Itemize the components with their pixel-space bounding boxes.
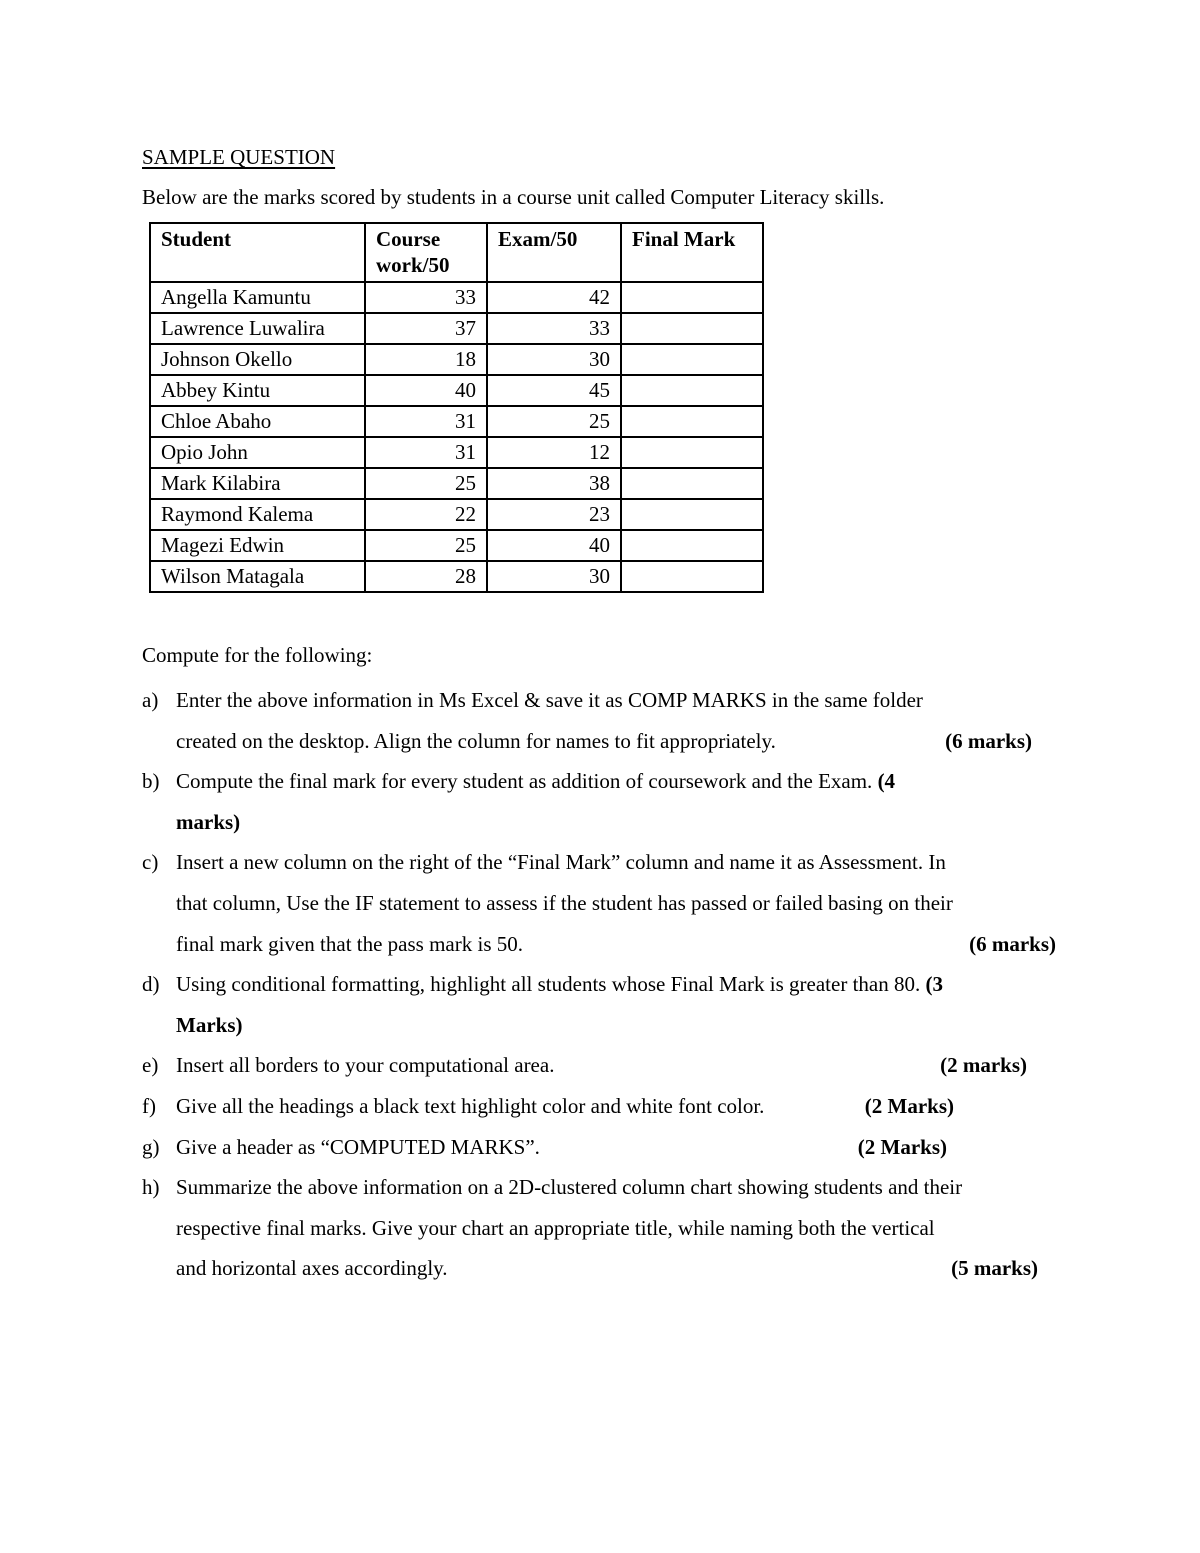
- cell-coursework: 33: [365, 282, 487, 313]
- question-text-line: Give a header as “COMPUTED MARKS”.: [176, 1134, 540, 1159]
- cell-student: Johnson Okello: [150, 344, 365, 375]
- question-text-line: respective final marks. Give your chart an appropriate title, while naming both the vertical: [176, 1215, 935, 1240]
- cell-final: [621, 561, 763, 592]
- marks-label: marks): [176, 809, 241, 834]
- marks-label: (2 marks): [940, 1053, 1027, 1078]
- cell-exam: 33: [487, 313, 621, 344]
- cell-exam: 25: [487, 406, 621, 437]
- cell-coursework: 18: [365, 344, 487, 375]
- table-row: [150, 499, 763, 530]
- cell-coursework: 37: [365, 313, 487, 344]
- cell-coursework: 31: [365, 437, 487, 468]
- table-row: [150, 437, 763, 468]
- question-g: [142, 1127, 1062, 1168]
- question-h: [142, 1167, 1062, 1289]
- marks-label: (2 Marks): [864, 1093, 954, 1118]
- cell-exam: 38: [487, 468, 621, 499]
- cell-coursework: 40: [365, 375, 487, 406]
- question-text-line: final mark given that the pass mark is 50.: [176, 931, 524, 956]
- cell-student: Angella Kamuntu: [150, 282, 365, 313]
- cell-exam: 30: [487, 561, 621, 592]
- marks-label: (6 marks): [969, 931, 1056, 956]
- cell-student: Raymond Kalema: [150, 499, 365, 530]
- cell-coursework: 22: [365, 499, 487, 530]
- question-letter: g): [142, 1134, 160, 1159]
- cell-exam: 30: [487, 344, 621, 375]
- cell-student: Magezi Edwin: [150, 530, 365, 561]
- cell-coursework: 25: [365, 468, 487, 499]
- question-text-line: Insert all borders to your computational area.: [176, 1053, 555, 1078]
- marks-label: (6 marks): [945, 728, 1032, 753]
- table-row: [150, 561, 763, 592]
- cell-student: Mark Kilabira: [150, 468, 365, 499]
- table-row: [150, 282, 763, 313]
- question-text-line: Enter the above information in Ms Excel & save it as COMP MARKS in the same folder: [176, 688, 923, 712]
- cell-exam: 42: [487, 282, 621, 313]
- question-f: [142, 1086, 1062, 1127]
- cell-student: Lawrence Luwalira: [150, 313, 365, 344]
- table-row: [150, 344, 763, 375]
- table-row: [150, 468, 763, 499]
- header-coursework: Course work/50: [365, 223, 487, 282]
- question-b: [142, 761, 1062, 842]
- cell-coursework: 28: [365, 561, 487, 592]
- header-exam: Exam/50: [487, 223, 621, 282]
- question-letter: a): [142, 688, 159, 712]
- cell-exam: 12: [487, 437, 621, 468]
- question-letter: f): [142, 1093, 156, 1118]
- cell-student: Chloe Abaho: [150, 406, 365, 437]
- question-letter: e): [142, 1053, 159, 1078]
- question-letter: d): [142, 972, 160, 997]
- marks-label: (3: [925, 972, 943, 997]
- cell-final: [621, 375, 763, 406]
- question-letter: h): [142, 1175, 160, 1200]
- cell-student: Abbey Kintu: [150, 375, 365, 406]
- cell-exam: 23: [487, 499, 621, 530]
- question-letter: c): [142, 850, 159, 875]
- page-title: SAMPLE QUESTION: [142, 145, 336, 169]
- cell-final: [621, 437, 763, 468]
- compute-heading: Compute for the following:: [142, 643, 373, 667]
- question-text-line: Summarize the above information on a 2D-clustered column chart showing students and their: [176, 1175, 963, 1200]
- cell-final: [621, 499, 763, 530]
- cell-exam: 45: [487, 375, 621, 406]
- question-text-line: Using conditional formatting, highlight all students whose Final Mark is greater than 80.: [176, 972, 921, 997]
- cell-final: [621, 344, 763, 375]
- table-row: [150, 530, 763, 561]
- intro-text: Below are the marks scored by students in a course unit called Computer Literacy skills.: [142, 185, 885, 209]
- table-row: [150, 406, 763, 437]
- question-text-line: and horizontal axes accordingly.: [176, 1256, 448, 1281]
- cell-exam: 40: [487, 530, 621, 561]
- marks-label: (5 marks): [951, 1256, 1038, 1281]
- question-d: [142, 964, 1062, 1045]
- question-text-line: Insert a new column on the right of the “Final Mark” column and name it as Assessment. In: [176, 850, 946, 875]
- cell-student: Wilson Matagala: [150, 561, 365, 592]
- table-row: [150, 313, 763, 344]
- question-e: [142, 1045, 1062, 1086]
- question-a: [142, 680, 1062, 761]
- header-student: Student: [150, 223, 365, 282]
- cell-coursework: 31: [365, 406, 487, 437]
- cell-final: [621, 406, 763, 437]
- question-text-line: created on the desktop. Align the column for names to fit appropriately.: [176, 728, 776, 753]
- cell-final: [621, 468, 763, 499]
- cell-final: [621, 530, 763, 561]
- marks-label: Marks): [176, 1012, 243, 1037]
- marks-table: [149, 222, 764, 593]
- question-text-line: that column, Use the IF statement to assess if the student has passed or failed basing on their: [176, 890, 953, 915]
- marks-label: (2 Marks): [857, 1134, 947, 1159]
- question-c: [142, 842, 1062, 964]
- cell-final: [621, 282, 763, 313]
- cell-coursework: 25: [365, 530, 487, 561]
- marks-label: (4: [877, 769, 896, 794]
- table-row: [150, 375, 763, 406]
- question-text-line: Give all the headings a black text highlight color and white font color.: [176, 1093, 765, 1118]
- cell-final: [621, 313, 763, 344]
- cell-student: Opio John: [150, 437, 365, 468]
- header-final-mark: Final Mark: [621, 223, 763, 282]
- question-list: [142, 680, 1062, 1289]
- question-text-line: Compute the final mark for every student as addition of coursework and the Exam.: [176, 769, 873, 794]
- table-header-row: [150, 223, 763, 282]
- question-letter: b): [142, 769, 160, 794]
